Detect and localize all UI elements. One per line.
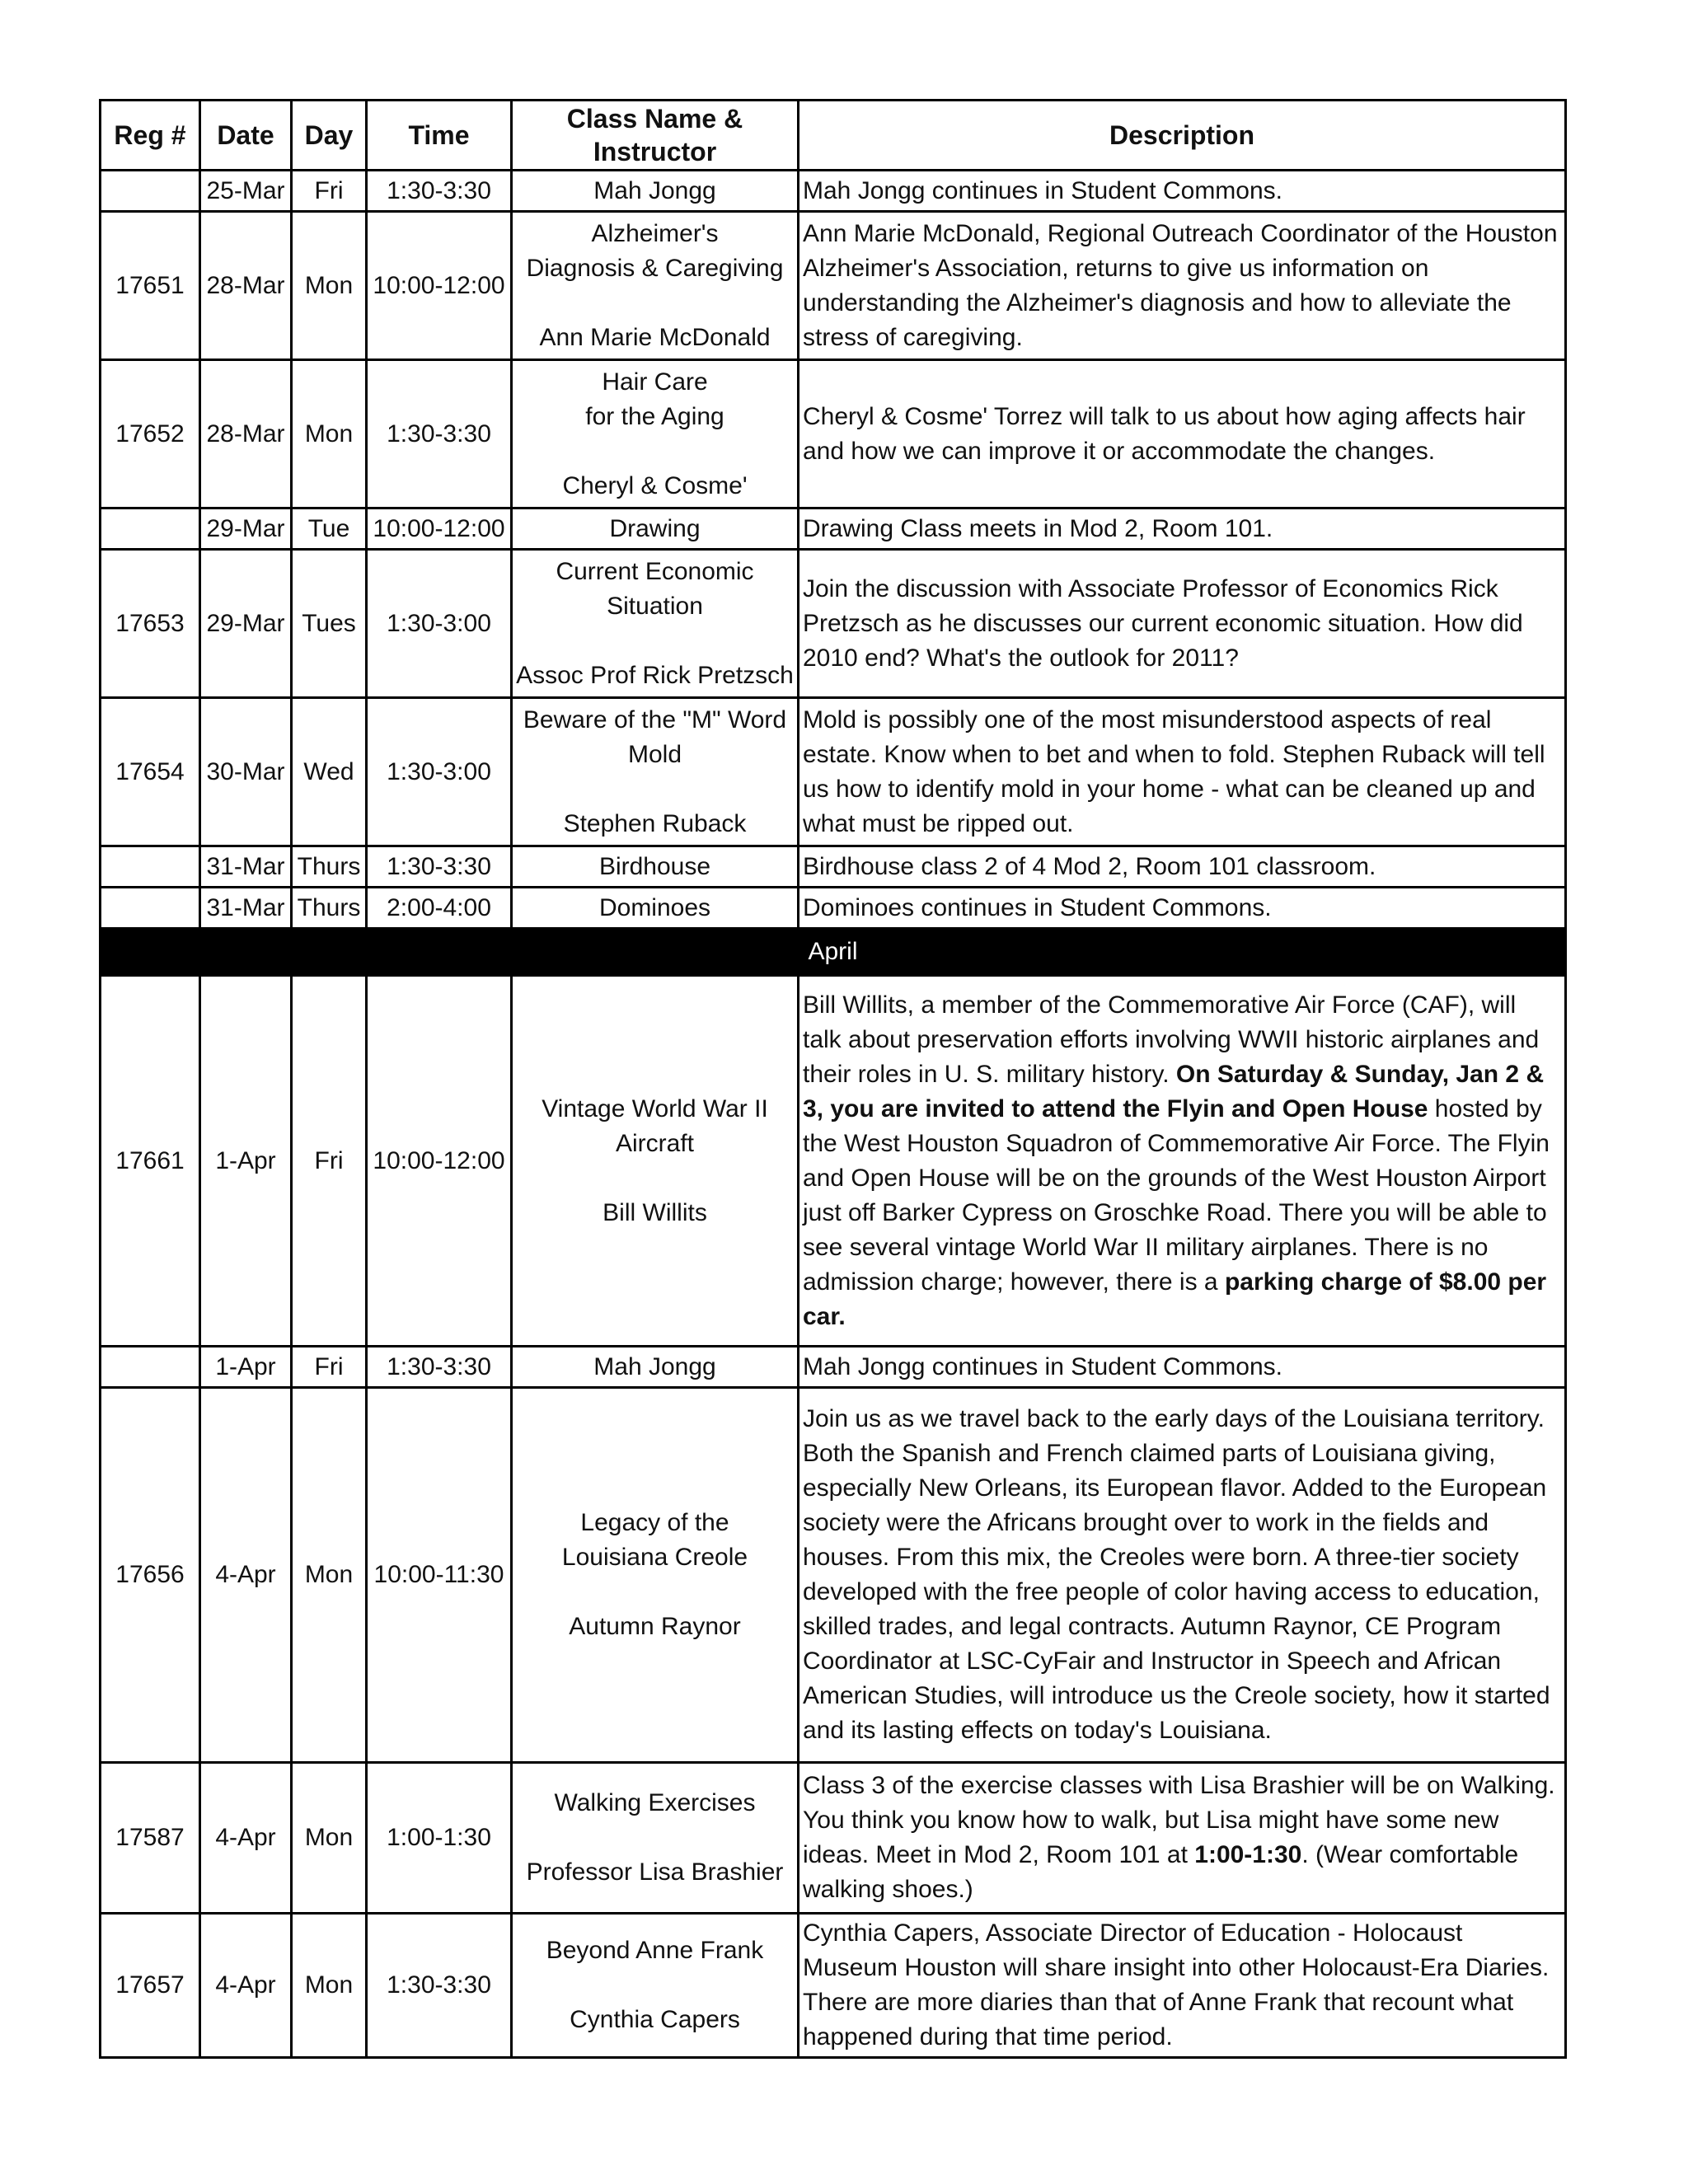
table-row [101, 171, 1566, 212]
description-cell: Birdhouse class 2 of 4 Mod 2, Room 101 classroom. [799, 846, 1566, 888]
reg-cell [101, 888, 200, 929]
header-date: Date [200, 101, 292, 171]
reg-cell: 17652 [101, 360, 200, 509]
class-schedule-table [99, 99, 1567, 2059]
description-emphasis: parking charge of $8.00 per car. [803, 1268, 1547, 1330]
month-separator-row [101, 929, 1566, 976]
description-emphasis: 1:00-1:30 [1194, 1841, 1302, 1868]
date-cell: 4-Apr [200, 1388, 292, 1763]
month-label: April [101, 929, 1566, 976]
day-cell: Thurs [292, 846, 367, 888]
class-cell: Dominoes [512, 888, 799, 929]
description-text: Class 3 of the exercise classes with Lisa Brashier will be on Walking. You think you know how to walk, but Lisa might have some new ideas. Meet in Mod 2, Room 101 at [803, 1772, 1555, 1868]
time-cell: 10:00-11:30 [367, 1388, 512, 1763]
header-description: Description [799, 101, 1566, 171]
description-cell: Drawing Class meets in Mod 2, Room 101. [799, 509, 1566, 550]
class-cell: Current Economic Situation Assoc Prof Rick Pretzsch [512, 550, 799, 698]
table-row [101, 1347, 1566, 1388]
time-cell: 1:30-3:00 [367, 550, 512, 698]
description-emphasis: On Saturday & Sunday, Jan 2 & 3, you are invited to attend the Flyin and Open House [803, 1060, 1545, 1122]
reg-cell [101, 509, 200, 550]
description-cell: Join the discussion with Associate Professor of Economics Rick Pretzsch as he discusses our current economic situation. How did 2010 end? What's the outlook for 2011? [799, 550, 1566, 698]
time-cell: 1:30-3:30 [367, 171, 512, 212]
table-row [101, 1914, 1566, 2058]
header-row [101, 101, 1566, 171]
day-cell: Tue [292, 509, 367, 550]
reg-cell [101, 846, 200, 888]
description-cell [799, 976, 1566, 1347]
class-cell: Mah Jongg [512, 1347, 799, 1388]
header-time: Time [367, 101, 512, 171]
description-cell: Mah Jongg continues in Student Commons. [799, 1347, 1566, 1388]
header-reg: Reg # [101, 101, 200, 171]
time-cell: 1:00-1:30 [367, 1763, 512, 1914]
table-row [101, 1388, 1566, 1763]
description-cell: Cheryl & Cosme' Torrez will talk to us about how aging affects hair and how we can improve it or accommodate the changes. [799, 360, 1566, 509]
description-cell: Mold is possibly one of the most misunderstood aspects of real estate. Know when to bet and when to fold. Stephen Ruback will tell us how to identify mold in your home - what can be cleaned up and what must be ripped out. [799, 698, 1566, 846]
class-cell: Alzheimer's Diagnosis & Caregiving Ann Marie McDonald [512, 212, 799, 360]
reg-cell [101, 171, 200, 212]
time-cell: 2:00-4:00 [367, 888, 512, 929]
description-cell: Join us as we travel back to the early days of the Louisiana territory. Both the Spanish and French claimed parts of Louisiana giving, especially New Orleans, its European flavor. Added to the European society were the Africans brought over to work in the fields and houses. From this mix, the Creoles were born. A three-tier society developed with the free people of color having access to education, skilled trades, and legal contracts. Autumn Raynor, CE Program Coordinator at LSC-CyFair and Instructor in Speech and African American Studies, will introduce us the Creole society, how it started and its lasting effects on today's Louisiana. [799, 1388, 1566, 1763]
table-row [101, 212, 1566, 360]
time-cell: 1:30-3:30 [367, 1347, 512, 1388]
table-row [101, 976, 1566, 1347]
date-cell: 29-Mar [200, 509, 292, 550]
date-cell: 28-Mar [200, 360, 292, 509]
schedule-page [99, 99, 1564, 2059]
day-cell: Wed [292, 698, 367, 846]
table-row [101, 698, 1566, 846]
date-cell: 31-Mar [200, 888, 292, 929]
table-row [101, 550, 1566, 698]
time-cell: 10:00-12:00 [367, 212, 512, 360]
class-cell: Drawing [512, 509, 799, 550]
date-cell: 31-Mar [200, 846, 292, 888]
description-cell: Cynthia Capers, Associate Director of Education - Holocaust Museum Houston will share insight into other Holocaust-Era Diaries. There are more diaries than that of Anne Frank that recount what happened during that time period. [799, 1914, 1566, 2058]
date-cell: 4-Apr [200, 1914, 292, 2058]
header-class: Class Name & Instructor [512, 101, 799, 171]
date-cell: 1-Apr [200, 1347, 292, 1388]
day-cell: Fri [292, 171, 367, 212]
class-cell: Beyond Anne Frank Cynthia Capers [512, 1914, 799, 2058]
description-cell: Mah Jongg continues in Student Commons. [799, 171, 1566, 212]
date-cell: 4-Apr [200, 1763, 292, 1914]
reg-cell: 17657 [101, 1914, 200, 2058]
class-cell: Walking Exercises Professor Lisa Brashier [512, 1763, 799, 1914]
table-row [101, 888, 1566, 929]
date-cell: 28-Mar [200, 212, 292, 360]
reg-cell: 17653 [101, 550, 200, 698]
date-cell: 29-Mar [200, 550, 292, 698]
time-cell: 1:30-3:30 [367, 846, 512, 888]
table-row [101, 360, 1566, 509]
time-cell: 1:30-3:30 [367, 360, 512, 509]
header-day: Day [292, 101, 367, 171]
description-cell: Ann Marie McDonald, Regional Outreach Coordinator of the Houston Alzheimer's Association, returns to give us information on understanding the Alzheimer's diagnosis and how to alleviate the stress of caregiving. [799, 212, 1566, 360]
description-text: hosted by the West Houston Squadron of Commemorative Air Force. The Flyin and Open House will be on the grounds of the West Houston Airport just off Barker Cypress on Groschke Road. There you will be able to see several vintage World War II military airplanes. There is no admission charge; however, there is a [803, 1094, 1550, 1296]
class-cell: Birdhouse [512, 846, 799, 888]
day-cell: Mon [292, 1763, 367, 1914]
reg-cell: 17651 [101, 212, 200, 360]
class-cell: Vintage World War II Aircraft Bill Willits [512, 976, 799, 1347]
class-cell: Hair Care for the Aging Cheryl & Cosme' [512, 360, 799, 509]
reg-cell: 17656 [101, 1388, 200, 1763]
description-text: . (Wear comfortable walking shoes.) [803, 1841, 1519, 1903]
reg-cell: 17654 [101, 698, 200, 846]
day-cell: Mon [292, 212, 367, 360]
table-row [101, 509, 1566, 550]
date-cell: 1-Apr [200, 976, 292, 1347]
day-cell: Fri [292, 976, 367, 1347]
day-cell: Thurs [292, 888, 367, 929]
day-cell: Fri [292, 1347, 367, 1388]
time-cell: 1:30-3:30 [367, 1914, 512, 2058]
reg-cell: 17661 [101, 976, 200, 1347]
date-cell: 30-Mar [200, 698, 292, 846]
table-row [101, 1763, 1566, 1914]
table-row [101, 846, 1566, 888]
time-cell: 10:00-12:00 [367, 976, 512, 1347]
class-cell: Legacy of the Louisiana Creole Autumn Raynor [512, 1388, 799, 1763]
class-cell: Beware of the "M" Word Mold Stephen Ruback [512, 698, 799, 846]
time-cell: 10:00-12:00 [367, 509, 512, 550]
reg-cell [101, 1347, 200, 1388]
class-cell: Mah Jongg [512, 171, 799, 212]
description-text: Bill Willits, a member of the Commemorative Air Force (CAF), will talk about preservation efforts involving WWII historic airplanes and their roles in U. S. military history. [803, 991, 1540, 1088]
date-cell: 25-Mar [200, 171, 292, 212]
day-cell: Mon [292, 360, 367, 509]
reg-cell: 17587 [101, 1763, 200, 1914]
day-cell: Mon [292, 1914, 367, 2058]
description-cell [799, 1763, 1566, 1914]
day-cell: Mon [292, 1388, 367, 1763]
day-cell: Tues [292, 550, 367, 698]
description-cell: Dominoes continues in Student Commons. [799, 888, 1566, 929]
time-cell: 1:30-3:00 [367, 698, 512, 846]
